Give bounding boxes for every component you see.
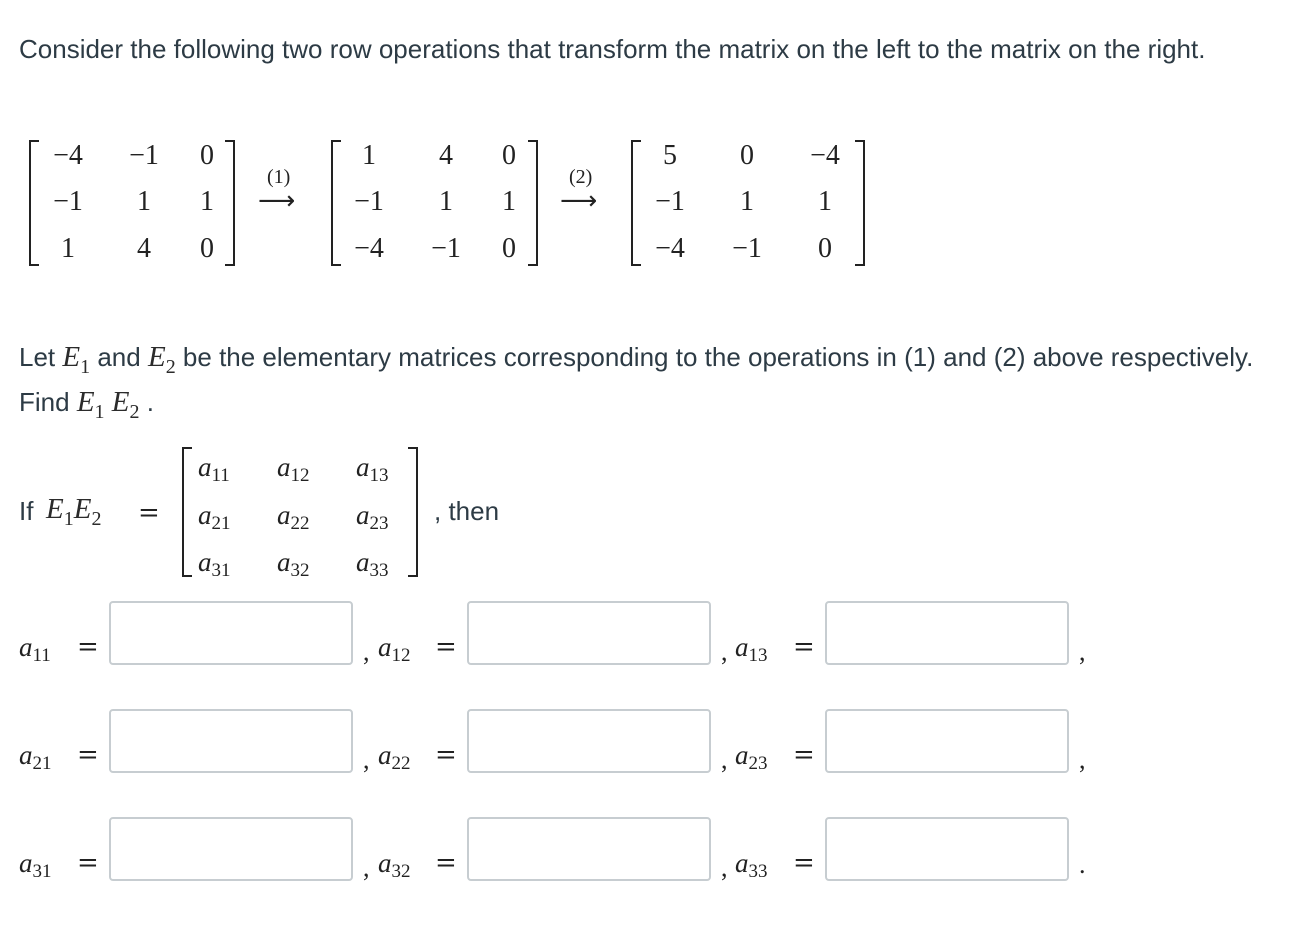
entry-subscript: 11 <box>32 645 51 666</box>
operation-1-label: (1) <box>267 166 291 188</box>
question-body: be the elementary matrices corresponding to the operations in (1) and (2) above respectively. Find <box>19 342 1254 417</box>
answer-label-a13 <box>735 632 768 666</box>
equals-sign: = <box>77 632 99 662</box>
matrix-cell: 0 <box>740 140 754 171</box>
equals-sign: = <box>435 848 457 878</box>
answer-input-a32[interactable] <box>467 817 711 881</box>
entry-subscript: 33 <box>748 861 768 882</box>
symbol-e-letter: E <box>46 493 64 525</box>
question-text <box>19 336 1281 426</box>
matrix-cell: −4 <box>354 233 384 264</box>
entry-subscript: 13 <box>369 465 389 486</box>
symbol-subscript: 2 <box>129 401 140 423</box>
entry-letter: a <box>198 500 212 530</box>
entry-letter: a <box>198 452 212 482</box>
matrix-cell: 1 <box>61 233 75 264</box>
matrix-cell: −1 <box>354 186 384 217</box>
entry-letter: a <box>356 547 370 577</box>
matrix-entry <box>356 547 389 581</box>
entry-letter: a <box>356 500 370 530</box>
equals-sign: = <box>77 740 99 770</box>
entry-subscript: 21 <box>211 513 231 534</box>
matrix-entry <box>277 500 310 534</box>
matrix-entry <box>198 547 231 581</box>
answer-input-a31[interactable] <box>109 817 353 881</box>
matrix-cell: −1 <box>129 140 159 171</box>
answer-input-a23[interactable] <box>825 709 1069 773</box>
entry-subscript: 22 <box>290 513 310 534</box>
answer-label-a23 <box>735 740 768 774</box>
equals-sign: = <box>138 498 160 528</box>
entry-subscript: 32 <box>391 861 411 882</box>
matrix-cell: 0 <box>200 233 214 264</box>
separator: , <box>721 637 728 666</box>
matrix-cell: −4 <box>655 233 685 264</box>
answer-label-a22 <box>378 740 411 774</box>
equals-sign: = <box>793 740 815 770</box>
answer-input-a33[interactable] <box>825 817 1069 881</box>
matrix-cell: 1 <box>502 186 516 217</box>
symbol-subscript: 1 <box>94 401 105 423</box>
matrix-entry <box>198 500 231 534</box>
if-label: If <box>19 496 34 526</box>
answer-label-a21 <box>19 740 52 774</box>
matrix-entry <box>198 452 230 486</box>
matrix-entry <box>277 452 310 486</box>
matrix-cell: −1 <box>655 186 685 217</box>
matrix-cell: 0 <box>818 233 832 264</box>
symbol-subscript: 2 <box>91 508 102 530</box>
matrix-cell: 5 <box>663 140 677 171</box>
answer-label-a11 <box>19 632 51 666</box>
equals-sign: = <box>793 632 815 662</box>
operation-2-arrow: ⟶ <box>560 186 598 216</box>
matrix-cell: 1 <box>200 186 214 217</box>
entry-letter: a <box>19 740 33 770</box>
entry-subscript: 12 <box>391 645 411 666</box>
matrix-result-right-bracket <box>855 140 865 266</box>
matrix-entry <box>356 500 389 534</box>
symbol-e-letter: E <box>111 386 130 418</box>
answer-label-a12 <box>378 632 411 666</box>
question-let: Let <box>19 342 56 372</box>
answer-label-a32 <box>378 848 411 882</box>
matrix-cell: 1 <box>137 186 151 217</box>
answer-label-a31 <box>19 848 52 882</box>
trailing-period: . <box>1079 850 1086 879</box>
entry-letter: a <box>277 547 291 577</box>
entry-letter: a <box>378 740 392 770</box>
matrix-cell: 0 <box>502 140 516 171</box>
entry-letter: a <box>19 848 33 878</box>
entry-subscript: 31 <box>32 861 52 882</box>
equals-sign: = <box>435 740 457 770</box>
answer-input-a21[interactable] <box>109 709 353 773</box>
matrix-cell: 0 <box>502 233 516 264</box>
entry-letter: a <box>19 632 33 662</box>
symbol-e-letter: E <box>73 493 92 525</box>
symbol-e-letter: E <box>76 386 95 418</box>
matrix-cell: 1 <box>362 140 376 171</box>
matrix-original-left-bracket <box>29 140 39 266</box>
entry-letter: a <box>378 848 392 878</box>
symbol-e-letter: E <box>62 341 81 373</box>
symbol-e2 <box>147 341 176 378</box>
separator: , <box>721 853 728 882</box>
matrix-entry <box>277 547 310 581</box>
matrix-unknown-right-bracket <box>408 447 418 577</box>
answer-input-a22[interactable] <box>467 709 711 773</box>
question-end: . <box>146 387 154 417</box>
matrix-cell: 0 <box>200 140 214 171</box>
entry-subscript: 22 <box>391 753 411 774</box>
matrix-unknown-left-bracket <box>182 447 192 577</box>
symbol-subscript: 1 <box>80 356 91 378</box>
matrix-cell: −1 <box>53 186 83 217</box>
equals-sign: = <box>793 848 815 878</box>
answer-input-a11[interactable] <box>109 601 353 665</box>
entry-subscript: 32 <box>290 560 310 581</box>
answer-input-a12[interactable] <box>467 601 711 665</box>
symbol-subscript: 2 <box>165 356 176 378</box>
entry-letter: a <box>735 740 749 770</box>
matrix-cell: 4 <box>137 233 151 264</box>
entry-letter: a <box>198 547 212 577</box>
product-symbol <box>46 492 101 529</box>
separator: , <box>363 637 370 666</box>
matrix-entry <box>356 452 389 486</box>
matrix-cell: −4 <box>53 140 83 171</box>
symbol-subscript: 1 <box>63 508 74 530</box>
then-label: , then <box>434 496 500 526</box>
entry-subscript: 21 <box>32 753 52 774</box>
entry-subscript: 13 <box>748 645 768 666</box>
answer-input-a13[interactable] <box>825 601 1069 665</box>
entry-subscript: 33 <box>369 560 389 581</box>
matrix-cell: −4 <box>810 140 840 171</box>
equals-sign: = <box>77 848 99 878</box>
entry-subscript: 12 <box>290 465 310 486</box>
entry-letter: a <box>356 452 370 482</box>
matrix-result-left-bracket <box>631 140 641 266</box>
question-and: and <box>97 342 141 372</box>
entry-subscript: 23 <box>748 753 768 774</box>
entry-letter: a <box>378 632 392 662</box>
matrix-cell: 1 <box>439 186 453 217</box>
entry-subscript: 11 <box>211 465 230 486</box>
entry-letter: a <box>277 452 291 482</box>
symbol-e1 <box>62 341 91 378</box>
separator: , <box>363 745 370 774</box>
matrix-cell: 1 <box>740 186 754 217</box>
matrix-cell: 4 <box>439 140 453 171</box>
matrix-cell: −1 <box>732 233 762 264</box>
matrix-cell: −1 <box>431 233 461 264</box>
entry-letter: a <box>735 848 749 878</box>
operation-2-label: (2) <box>569 166 593 188</box>
separator: , <box>363 853 370 882</box>
symbol-e-letter: E <box>147 341 166 373</box>
separator: , <box>721 745 728 774</box>
intro-text: Consider the following two row operations that transform the matrix on the left to the matrix on the right. <box>19 34 1206 64</box>
entry-subscript: 23 <box>369 513 389 534</box>
operation-1-arrow: ⟶ <box>258 186 296 216</box>
product-e1-e2 <box>76 386 140 423</box>
trailing-comma: , <box>1079 637 1086 666</box>
entry-subscript: 31 <box>211 560 231 581</box>
entry-letter: a <box>277 500 291 530</box>
matrix-cell: 1 <box>818 186 832 217</box>
equals-sign: = <box>435 632 457 662</box>
entry-letter: a <box>735 632 749 662</box>
matrix-after-op1-left-bracket <box>331 140 341 266</box>
trailing-comma: , <box>1079 745 1086 774</box>
answer-label-a33 <box>735 848 768 882</box>
